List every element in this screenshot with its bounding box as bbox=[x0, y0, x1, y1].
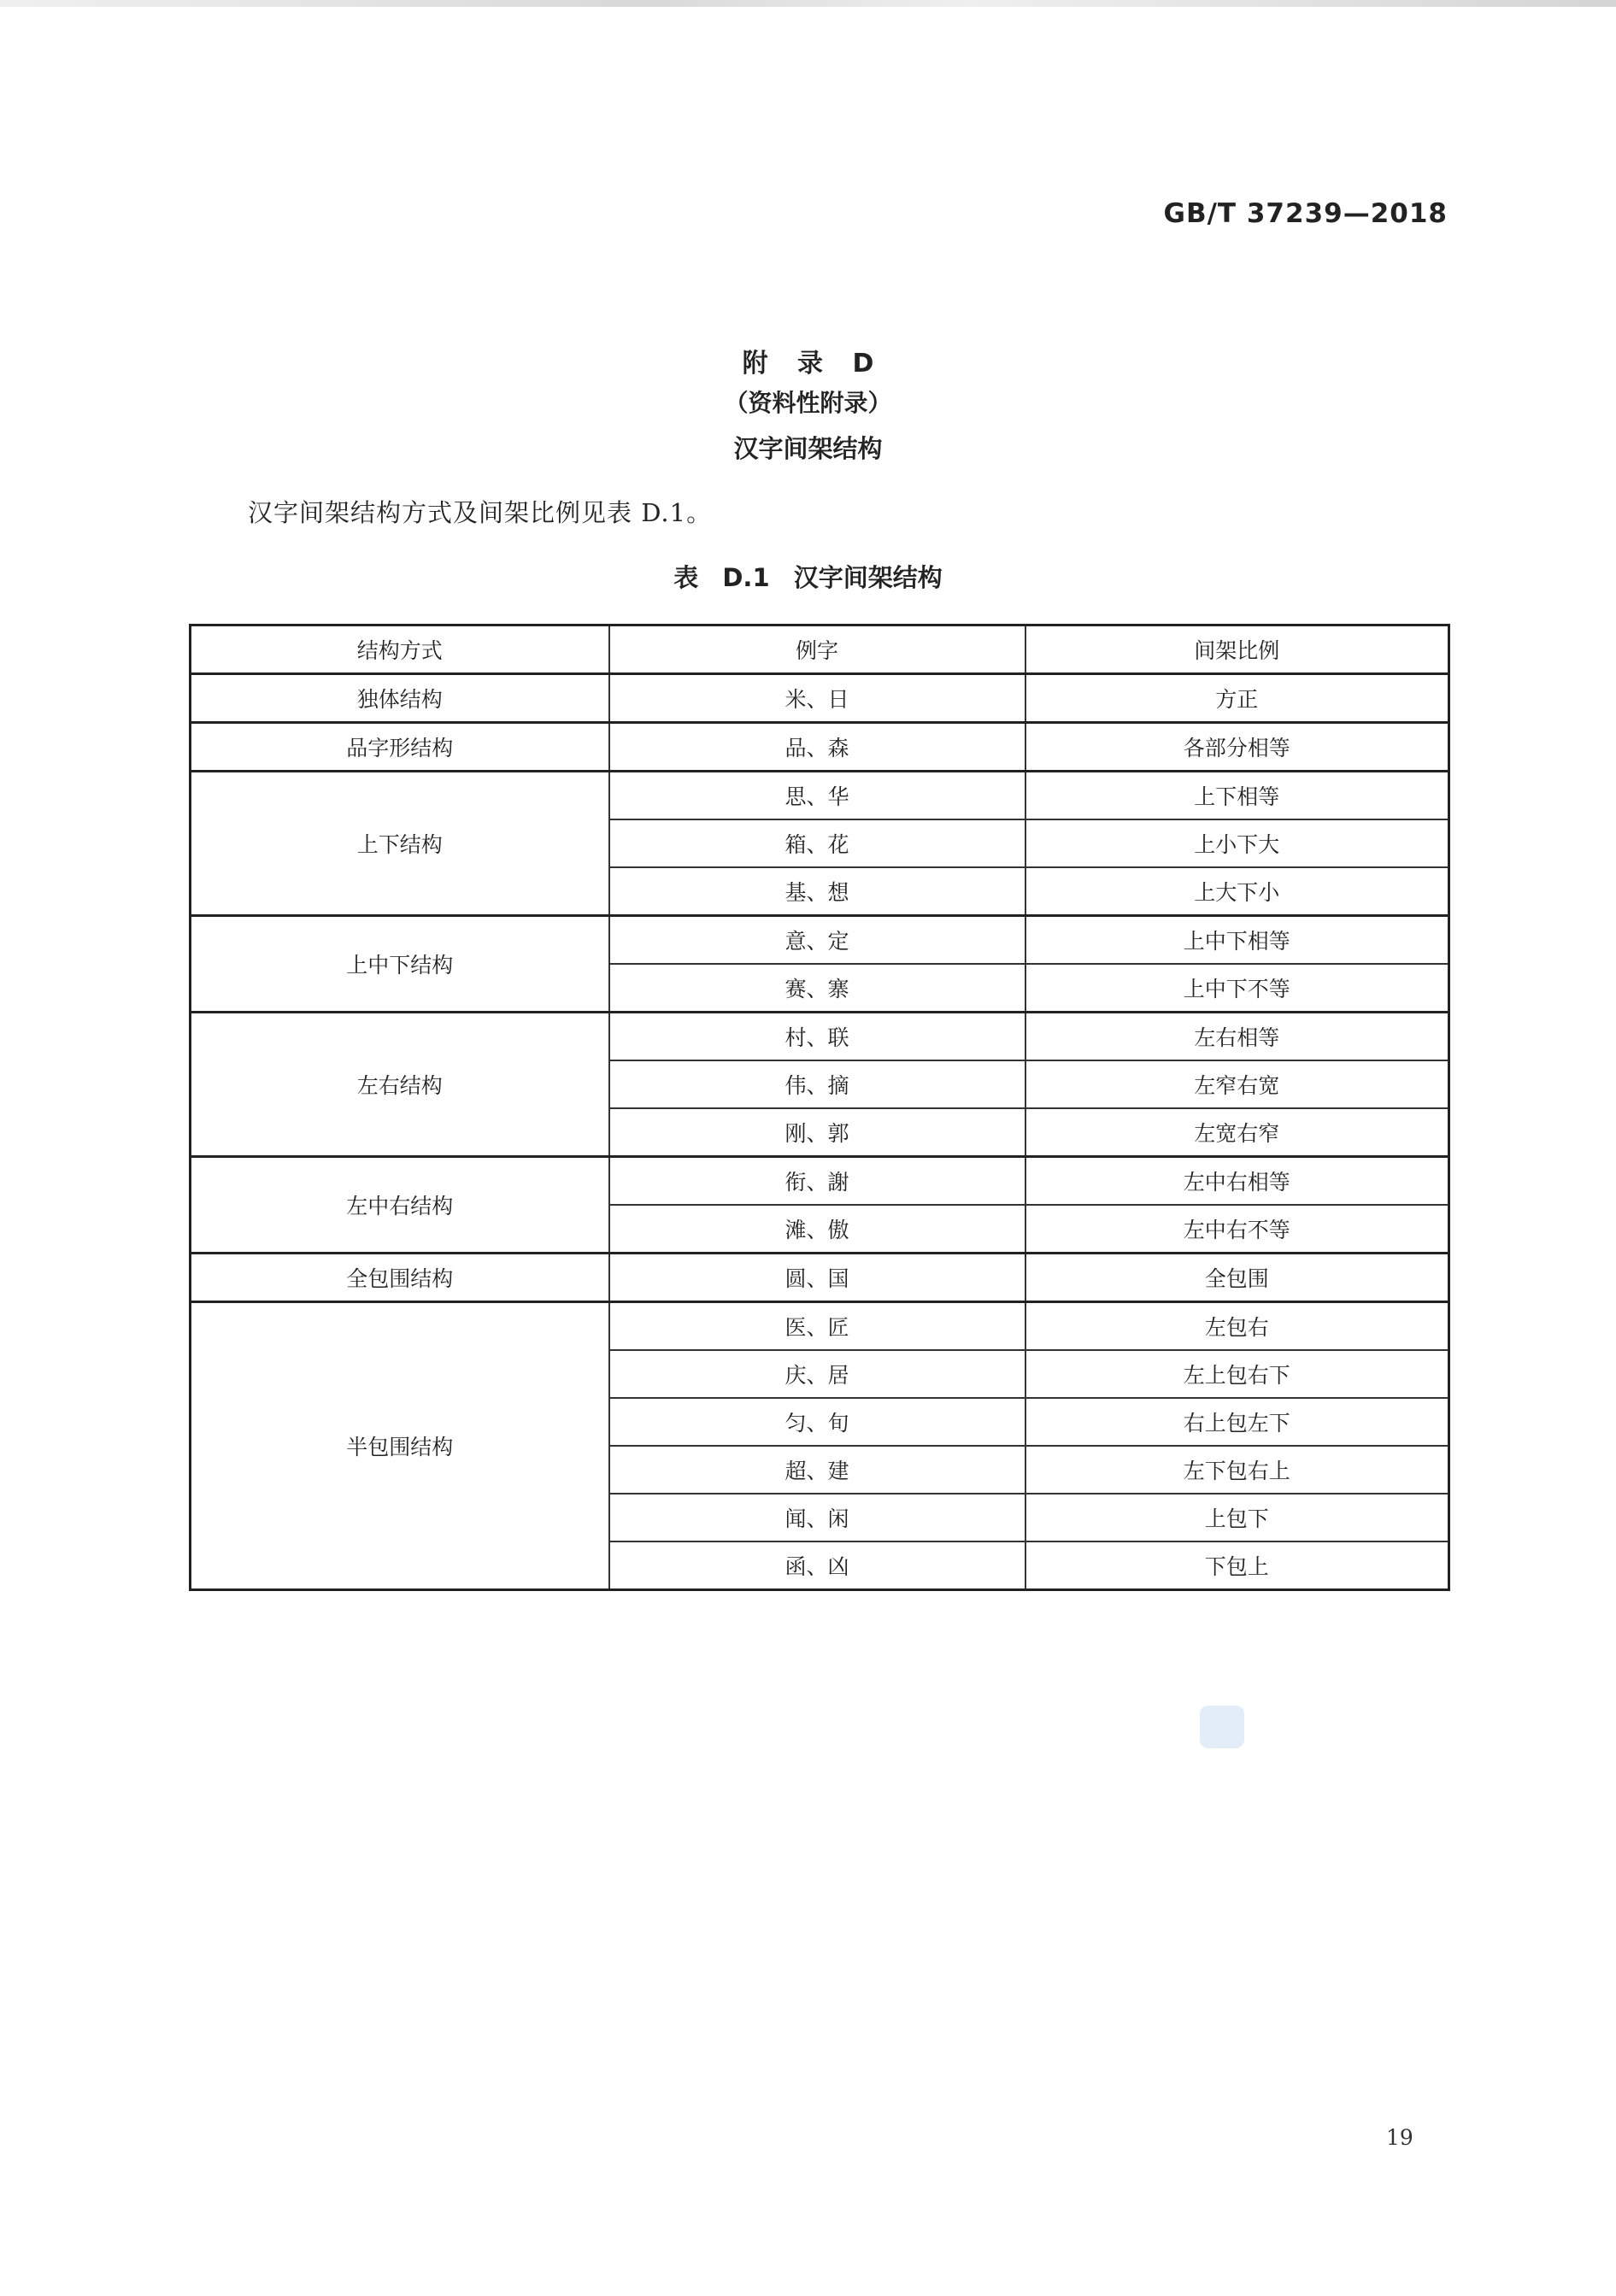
table-caption: 表 D.1 汉字间架结构 bbox=[673, 563, 943, 592]
header-structure: 结构方式 bbox=[191, 625, 609, 674]
example-cell: 庆、居 bbox=[609, 1350, 1025, 1398]
table-row bbox=[191, 1302, 1449, 1351]
ratio-cell: 上中下相等 bbox=[1025, 916, 1449, 965]
example-cell: 意、定 bbox=[609, 916, 1025, 965]
ratio-cell: 左中右相等 bbox=[1025, 1157, 1449, 1206]
example-cell: 品、森 bbox=[609, 723, 1025, 772]
watermark-logo bbox=[1200, 1706, 1244, 1748]
example-cell: 米、日 bbox=[609, 674, 1025, 723]
ratio-cell: 左包右 bbox=[1025, 1302, 1449, 1351]
structure-cell: 半包围结构 bbox=[191, 1302, 609, 1590]
ratio-cell: 左宽右窄 bbox=[1025, 1108, 1449, 1157]
scan-top-band bbox=[0, 0, 1616, 7]
appendix-name: 汉字间架结构 bbox=[733, 434, 883, 463]
ratio-cell: 方正 bbox=[1025, 674, 1449, 723]
table-row bbox=[191, 772, 1449, 820]
table-row bbox=[191, 674, 1449, 723]
example-cell: 村、联 bbox=[609, 1013, 1025, 1061]
example-cell: 匀、旬 bbox=[609, 1398, 1025, 1446]
structure-cell: 上下结构 bbox=[191, 772, 609, 916]
example-cell: 基、想 bbox=[609, 867, 1025, 916]
ratio-cell: 左上包右下 bbox=[1025, 1350, 1449, 1398]
structure-cell: 上中下结构 bbox=[191, 916, 609, 1013]
header-example: 例字 bbox=[609, 625, 1025, 674]
table-row bbox=[191, 1254, 1449, 1302]
table-row bbox=[191, 723, 1449, 772]
ratio-cell: 下包上 bbox=[1025, 1541, 1449, 1590]
ratio-cell: 全包围 bbox=[1025, 1254, 1449, 1302]
appendix-title: 附 录 D bbox=[742, 349, 874, 379]
table-header-row bbox=[191, 625, 1449, 674]
structure-cell: 全包围结构 bbox=[191, 1254, 609, 1302]
table-row bbox=[191, 1157, 1449, 1206]
example-cell: 伟、摘 bbox=[609, 1060, 1025, 1108]
structure-cell: 品字形结构 bbox=[191, 723, 609, 772]
example-cell: 赛、寨 bbox=[609, 964, 1025, 1013]
example-cell: 超、建 bbox=[609, 1446, 1025, 1494]
example-cell: 圆、国 bbox=[609, 1254, 1025, 1302]
structure-cell: 左中右结构 bbox=[191, 1157, 609, 1254]
ratio-cell: 上大下小 bbox=[1025, 867, 1449, 916]
example-cell: 箱、花 bbox=[609, 819, 1025, 867]
ratio-cell: 左右相等 bbox=[1025, 1013, 1449, 1061]
ratio-cell: 各部分相等 bbox=[1025, 723, 1449, 772]
example-cell: 函、凶 bbox=[609, 1541, 1025, 1590]
structure-cell: 独体结构 bbox=[191, 674, 609, 723]
example-cell: 刚、郭 bbox=[609, 1108, 1025, 1157]
ratio-cell: 上小下大 bbox=[1025, 819, 1449, 867]
ratio-cell: 上包下 bbox=[1025, 1494, 1449, 1541]
ratio-cell: 上中下不等 bbox=[1025, 964, 1449, 1013]
ratio-cell: 左下包右上 bbox=[1025, 1446, 1449, 1494]
example-cell: 闻、闲 bbox=[609, 1494, 1025, 1541]
ratio-cell: 左窄右宽 bbox=[1025, 1060, 1449, 1108]
appendix-note: （资料性附录） bbox=[724, 389, 892, 417]
structure-cell: 左右结构 bbox=[191, 1013, 609, 1157]
document-code: GB/T 37239—2018 bbox=[1163, 198, 1448, 229]
ratio-cell: 左中右不等 bbox=[1025, 1205, 1449, 1254]
page-number: 19 bbox=[1386, 2125, 1413, 2150]
header-ratio: 间架比例 bbox=[1025, 625, 1449, 674]
structure-table bbox=[189, 624, 1450, 1591]
ratio-cell: 右上包左下 bbox=[1025, 1398, 1449, 1446]
ratio-cell: 上下相等 bbox=[1025, 772, 1449, 820]
table-row bbox=[191, 916, 1449, 965]
example-cell: 医、匠 bbox=[609, 1302, 1025, 1351]
intro-paragraph: 汉字间架结构方式及间架比例见表 D.1。 bbox=[248, 498, 713, 527]
example-cell: 思、华 bbox=[609, 772, 1025, 820]
example-cell: 滩、傲 bbox=[609, 1205, 1025, 1254]
table-row bbox=[191, 1013, 1449, 1061]
example-cell: 衔、謝 bbox=[609, 1157, 1025, 1206]
